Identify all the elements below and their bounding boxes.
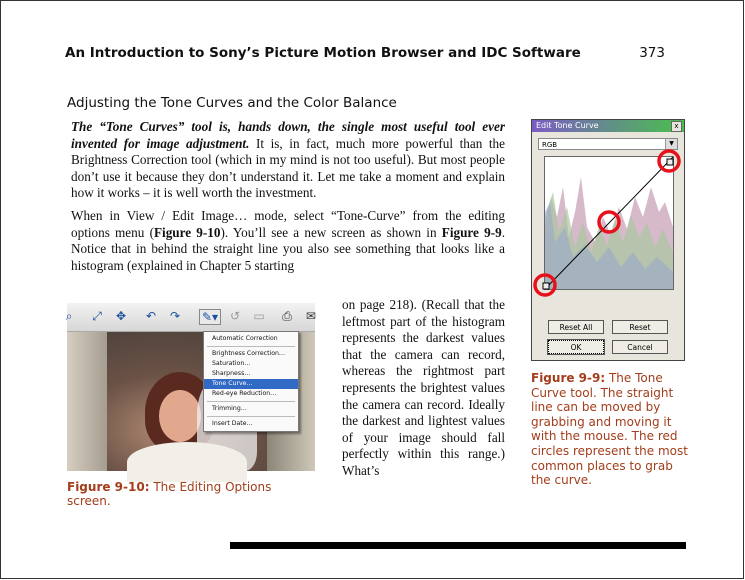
reset-button[interactable]: Reset [612, 320, 668, 334]
editing-options-screenshot [67, 303, 315, 471]
histogram-and-curve [545, 157, 673, 289]
paragraph-1-rest: It is, in fact, much more powerful than the Brightness Correction tool (which in my mind is not too useful). But most people don’t use it because they don’t understand it. Let me take a moment and explain how it works – it is well worth the investment. [71, 135, 505, 201]
page-number: 373 [639, 45, 665, 61]
paragraph-2 [71, 208, 505, 274]
paragraph-2-part-3: . Notice that in behind the straight line you also see something that looks like a histogram (explained in Chapter 5 starting [71, 224, 505, 273]
figure-9-10-text: The Editing Options screen. [67, 480, 272, 508]
menu-item-automatic-correction[interactable]: Automatic Correction [212, 335, 278, 342]
curve-handle-light[interactable] [667, 159, 673, 165]
channel-select[interactable] [538, 138, 678, 150]
menu-separator [207, 346, 295, 347]
cancel-button[interactable]: Cancel [612, 340, 668, 354]
channel-select-value: RGB [542, 141, 558, 149]
menu-separator [207, 401, 295, 402]
save-icon: ▭ [253, 309, 265, 323]
section-title: Adjusting the Tone Curves and the Color Balance [67, 95, 397, 111]
menu-separator [207, 416, 295, 417]
body-text [71, 119, 505, 280]
edit-tone-curve-dialog [531, 119, 685, 361]
running-header [65, 45, 665, 61]
menu-item-brightness-correction[interactable]: Brightness Correction… [212, 350, 286, 357]
ok-button[interactable]: OK [548, 340, 604, 354]
close-button[interactable]: x [671, 121, 682, 132]
rotate-right-icon: ↷ [169, 309, 181, 323]
figure-ref-9-10: Figure 9-10 [153, 224, 221, 240]
menu-item-insert-date[interactable]: Insert Date… [212, 420, 253, 427]
print-icon: ⎙ [282, 309, 292, 323]
dialog-title: Edit Tone Curve [536, 121, 599, 130]
paragraph-2-part-1: When in View / Edit Image… mode, select “Tone-Curve” from the editing options menu ( [71, 207, 505, 240]
editor-toolbar [67, 303, 315, 332]
paragraph-1-lead: The “Tone Curves” tool is, hands down, the single most useful tool ever invented for image adjustment. [71, 119, 505, 151]
figure-9-9-text: The Tone Curve tool. The straight line can be moved by grabbing and moving it with the mouse. The red circles represent the most common places to grab the curve. [531, 371, 688, 488]
actual-size-icon: ✥ [115, 309, 127, 323]
menu-item-sharpness[interactable]: Sharpness… [212, 370, 251, 377]
paragraph-2-continued: on page 218). (Recall that the leftmost part of the histogram represents the darkest values that the camera can record, whereas the rightmost part represents the brightest values the camera can record. Ideally the darkest and lightest values of your image should fall perfectly within this range.) What’s [342, 297, 505, 478]
editing-options-menu [203, 331, 299, 432]
paragraph-2-part-2: ). You’ll see a new screen as shown in [220, 224, 442, 240]
menu-item-red-eye-reduction[interactable]: Red-eye Reduction… [212, 390, 277, 397]
undo-icon: ↺ [229, 309, 241, 323]
menu-item-trimming[interactable]: Trimming… [212, 405, 247, 412]
chevron-down-icon: ▼ [665, 139, 677, 149]
figure-9-10-label: Figure 9-10: [67, 480, 150, 494]
figure-9-9-label: Figure 9-9: [531, 371, 606, 385]
zoom-icon: ⌕ [65, 309, 73, 323]
curve-handle-dark[interactable] [543, 283, 549, 289]
reset-all-button[interactable]: Reset All [548, 320, 604, 334]
edit-tools-icon: ✎▾ [199, 309, 221, 325]
figure-ref-9-9: Figure 9-9 [441, 224, 502, 240]
dialog-titlebar [532, 120, 684, 132]
figure-9-9-caption [531, 371, 691, 488]
tone-curve-graph[interactable] [544, 156, 674, 290]
menu-item-saturation[interactable]: Saturation… [212, 360, 251, 367]
header-title: An Introduction to Sony’s Picture Motion Browser and IDC Software [65, 45, 581, 61]
rotate-left-icon: ↶ [145, 309, 157, 323]
figure-9-10-caption [67, 480, 317, 508]
fit-icon: ⤢ [92, 309, 102, 323]
bottom-rule [230, 542, 686, 549]
mail-icon: ✉ [305, 309, 317, 323]
paragraph-1 [71, 119, 505, 202]
menu-item-tone-curve[interactable]: Tone Curve… [204, 379, 298, 389]
